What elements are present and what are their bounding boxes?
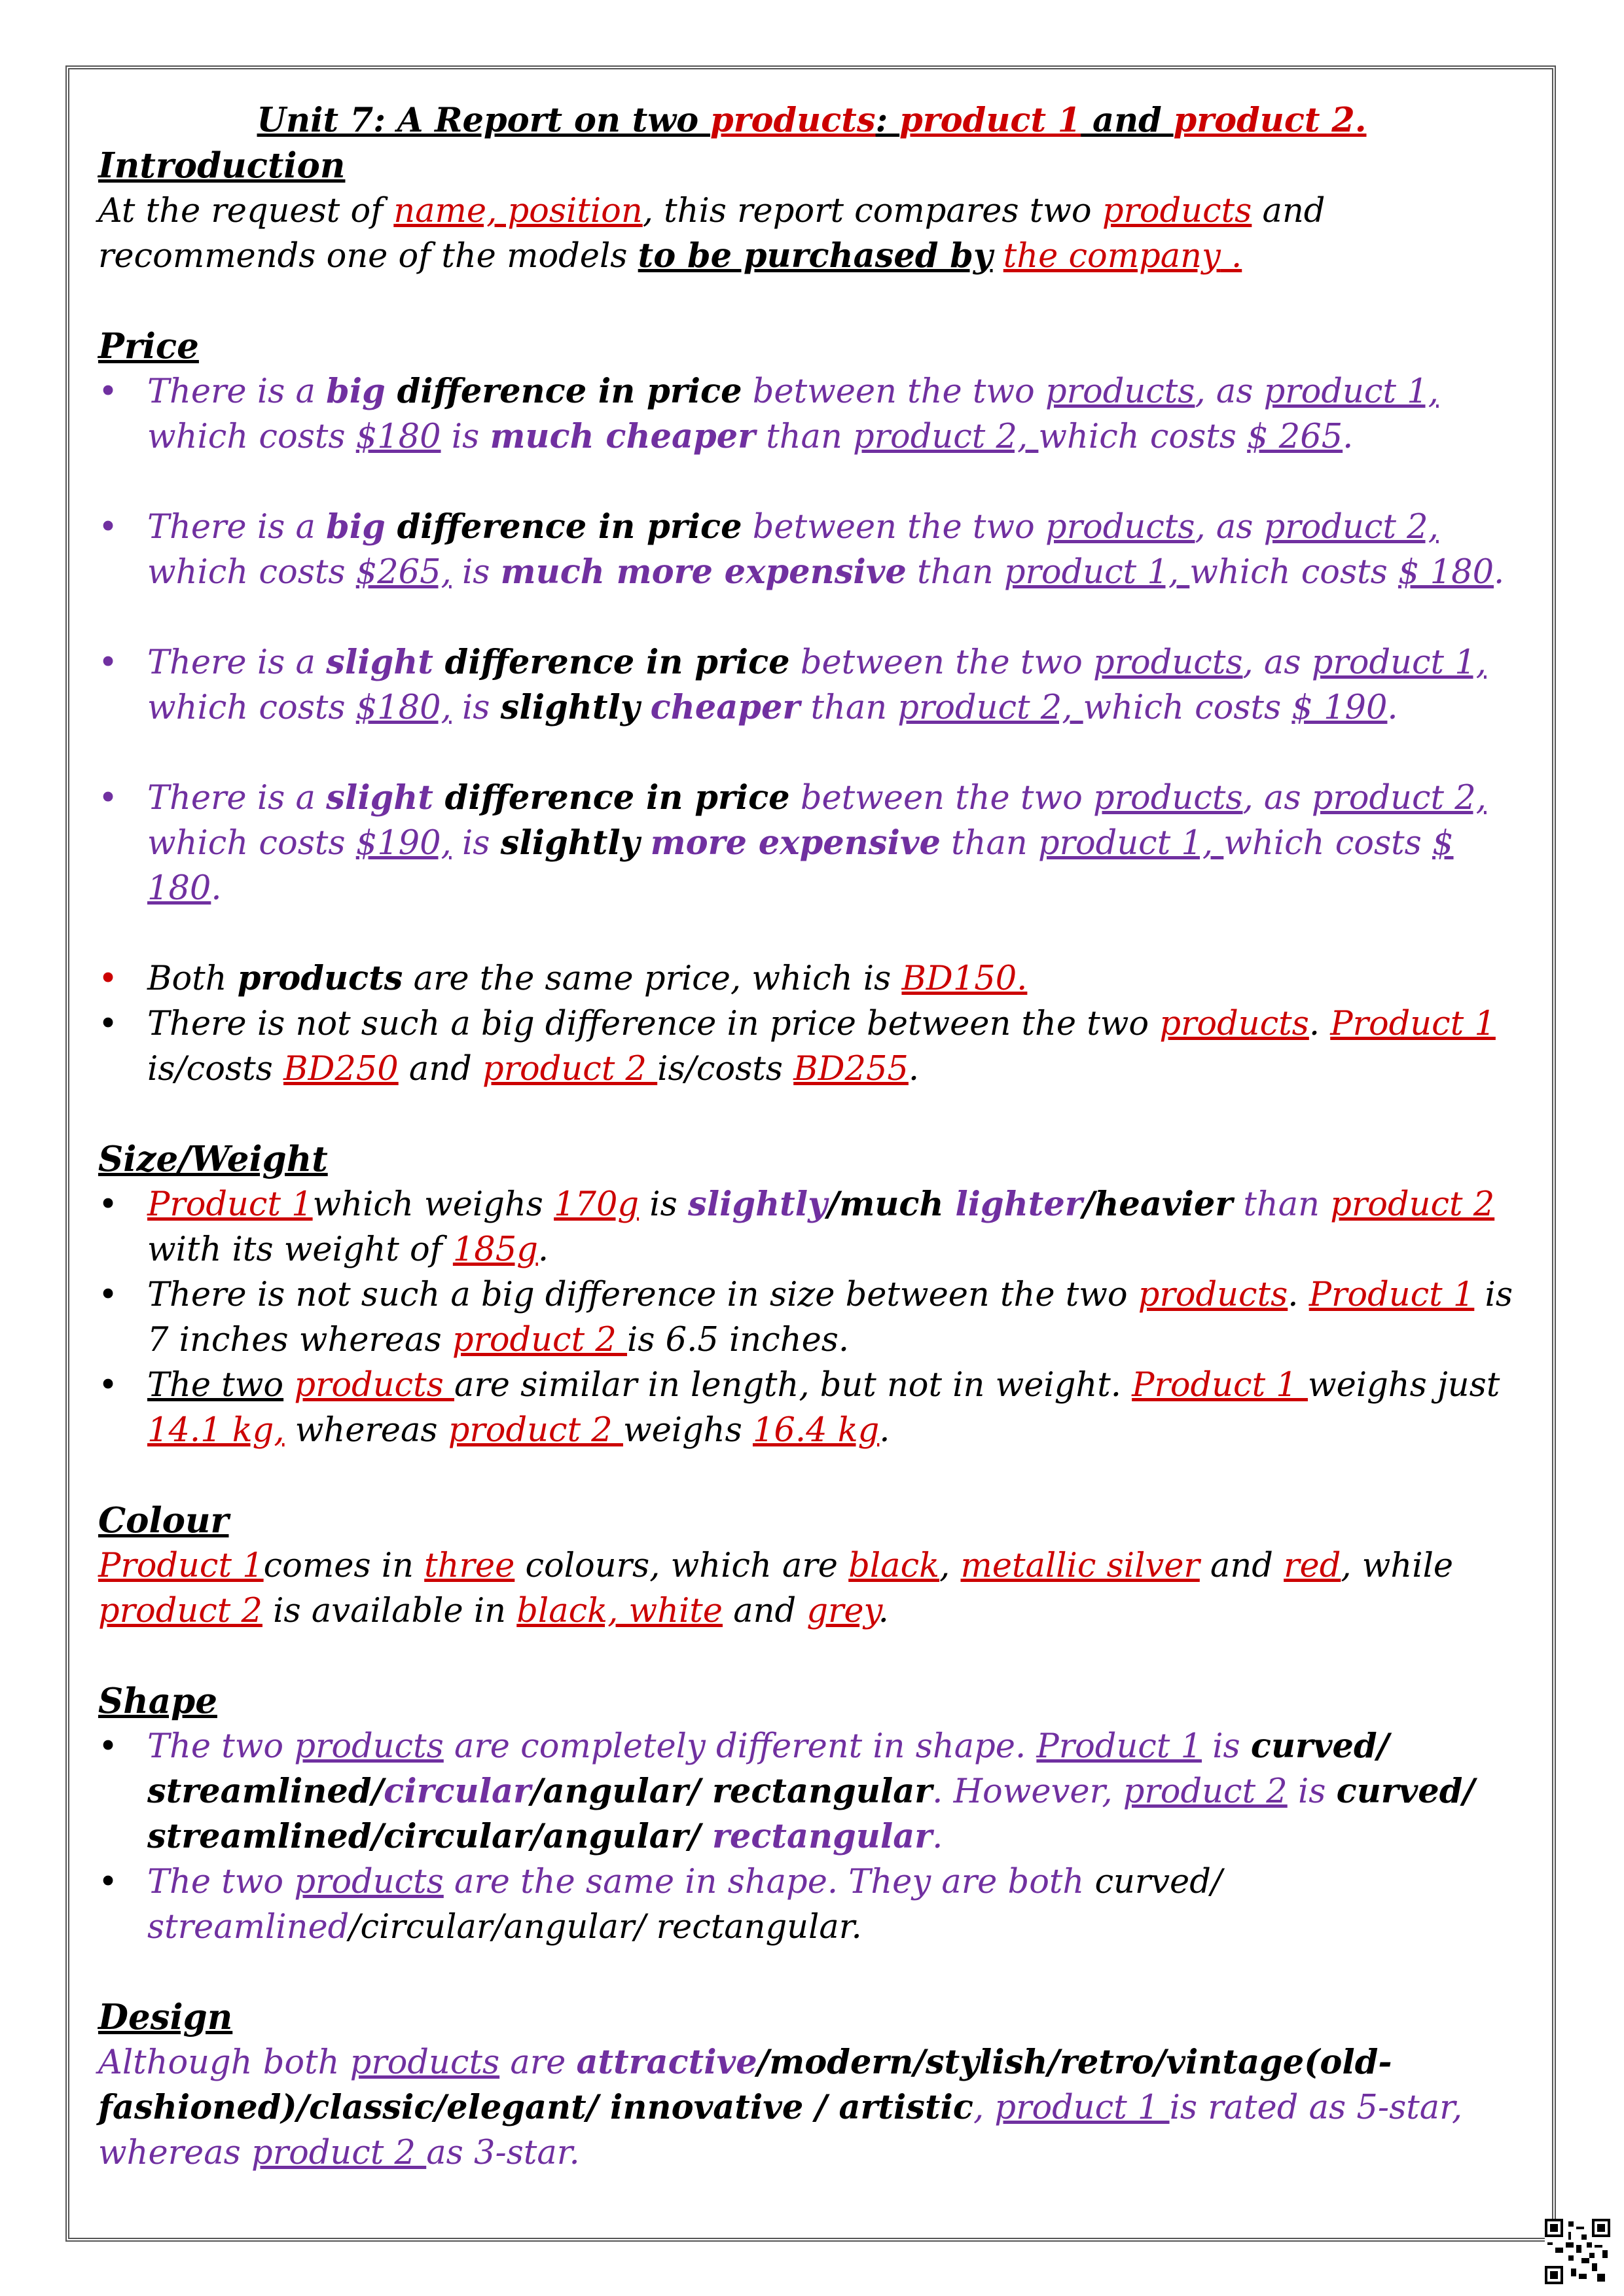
price-bullet-4: • There is a slight difference in price between the two products, as product 2, which costs $190, is slightly more expensive than product 1, which costs $ 180.	[98, 776, 1525, 911]
design-heading: Design	[98, 1997, 233, 2037]
price-bullet-6: • There is not such a big difference in price between the two products. Product 1 is/costs BD250 and product 2 is/costs BD255.	[98, 1001, 1525, 1092]
price-bullet-1: • There is a big difference in price between the two products, as product 1, which costs $180 is much cheaper than product 2, which costs $ 265.	[98, 369, 1525, 459]
shape-bullet-1: • The two products are completely different in shape. Product 1 is curved/ streamlined/circular/angular/ rectangular. However, product 2 is curved/ streamlined/circular/angular/ rectangular.	[98, 1724, 1525, 1859]
intro-heading: Introduction	[98, 145, 346, 186]
price-bullet-3: • There is a slight difference in price between the two products, as product 1, which costs $180, is slightly cheaper than product 2, which costs $ 190.	[98, 640, 1525, 730]
size-bullet-3: • The two products are similar in length, but not in weight. Product 1 weighs just 14.1 kg, whereas product 2 weighs 16.4 kg.	[98, 1363, 1525, 1453]
shape-heading: Shape	[98, 1681, 217, 1721]
intro-paragraph: At the request of name, position, this report compares two products and recommends one of the models to be purchased by the company .	[98, 192, 1326, 276]
size-bullet-2: • There is not such a big difference in size between the two products. Product 1 is 7 inches whereas product 2 is 6.5 inches.	[98, 1272, 1525, 1363]
price-heading: Price	[98, 326, 199, 367]
size-heading: Size/Weight	[98, 1139, 328, 1179]
colour-paragraph: Product 1comes in three colours, which are black, metallic silver and red, while product 2 is available in black, white and grey.	[98, 1547, 1454, 1630]
price-bullet-5: • Both products are the same price, which is BD150.	[98, 956, 1525, 1001]
document-body	[98, 98, 1525, 2176]
shape-bullet-2: • The two products are the same in shape. They are both curved/ streamlined/circular/angular/ rectangular.	[98, 1859, 1525, 1950]
price-bullet-2: • There is a big difference in price between the two products, as product 2, which costs $265, is much more expensive than product 1, which costs $ 180.	[98, 505, 1525, 595]
size-bullet-1: • Product 1which weighs 170g is slightly/much lighter/heavier than product 2 with its weight of 185g.	[98, 1182, 1525, 1272]
design-paragraph: Although both products are attractive/modern/stylish/retro/vintage(old-fashioned)/classic/elegant/ innovative / artistic, product 1 is rated as 5-star, whereas product 2 as 3-star.	[98, 2043, 1463, 2172]
colour-heading: Colour	[98, 1500, 229, 1541]
page-title: Unit 7: A Report on two products: product 1 and product 2.	[257, 101, 1367, 140]
qr-code-icon	[1545, 2219, 1610, 2284]
